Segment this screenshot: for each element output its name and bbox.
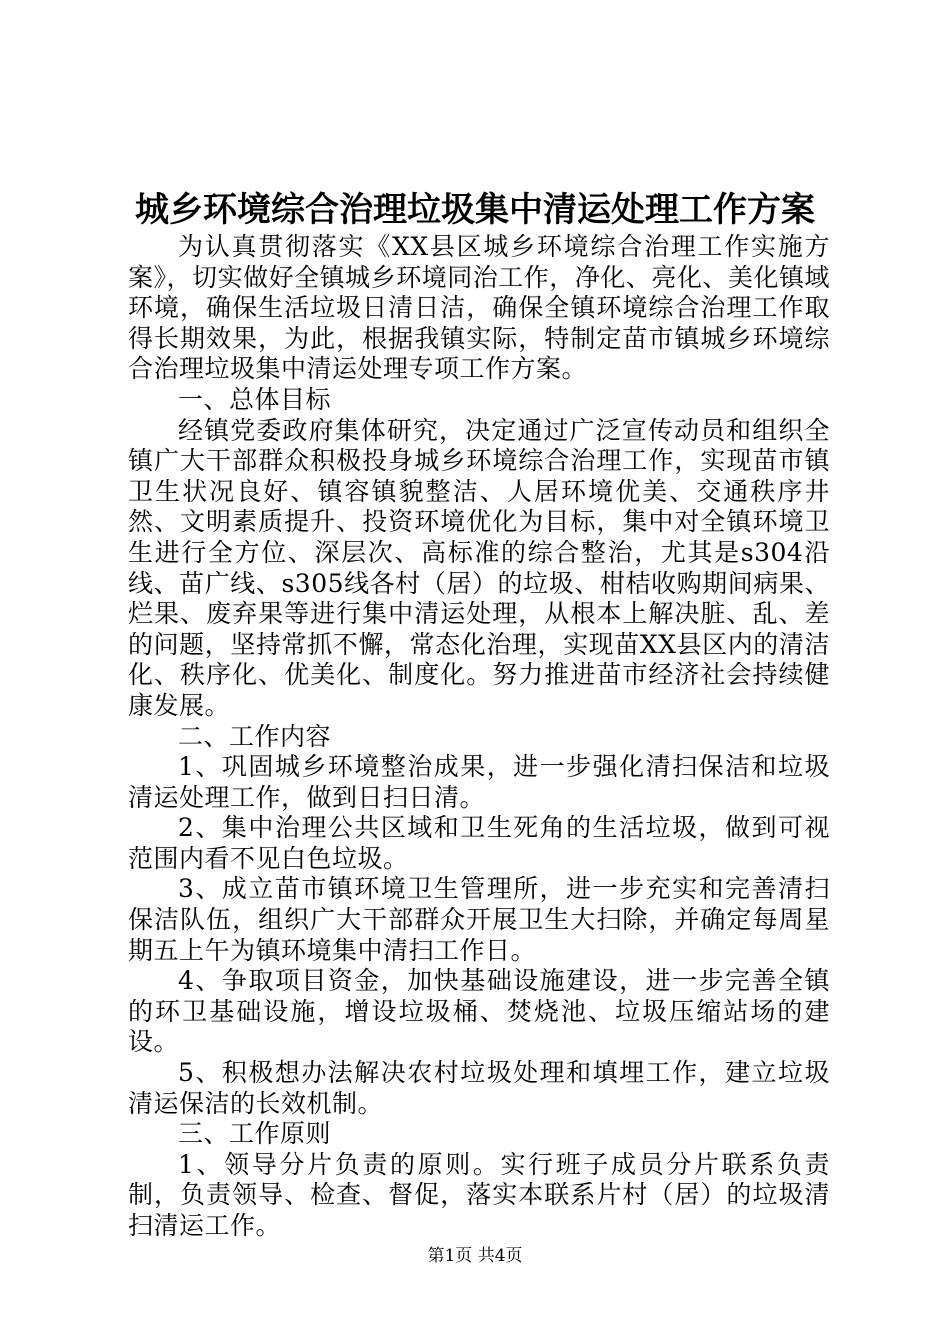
principle-item-1: 1、领导分片负责的原则。实行班子成员分片联系负责制，负责领导、检查、督促，落实本联系片村（居）的垃圾清扫清运工作。: [128, 1149, 830, 1240]
content-item-1: 1、巩固城乡环境整治成果，进一步强化清扫保洁和垃圾清运处理工作，做到日扫日清。: [128, 752, 830, 812]
content-item-5: 5、积极想办法解决农村垃圾处理和填埋工作，建立垃圾清运保洁的长效机制。: [128, 1058, 830, 1118]
page-footer: 第1页 共4页: [427, 1246, 523, 1266]
document-body: [128, 232, 830, 1242]
goals-paragraph: 经镇党委政府集体研究，决定通过广泛宣传动员和组织全镇广大干部群众积极投身城乡环境综合治理工作，实现苗市镇卫生状况良好、镇容镇貌整洁、人居环境优美、交通秩序井然、文明素质提升、投资环境优化为目标，集中对全镇环境卫生进行全方位、深层次、高标准的综合整治，尤其是s304沿线、苗广线、s305线各村（居）的垃圾、柑桔收购期间病果、烂果、废弃果等进行集中清运处理，从根本上解决脏、乱、差的问题，坚持常抓不懈，常态化治理，实现苗XX县区内的清洁化、秩序化、优美化、制度化。努力推进苗市经济社会持续健康发展。: [128, 415, 830, 720]
content-item-2: 2、集中治理公共区域和卫生死角的生活垃圾，做到可视范围内看不见白色垃圾。: [128, 813, 830, 873]
document-title: 城乡环境综合治理垃圾集中清运处理工作方案: [135, 190, 815, 230]
section-heading-content: 二、工作内容: [178, 721, 332, 751]
intro-paragraph: 为认真贯彻落实《XX县区城乡环境综合治理工作实施方案》，切实做好全镇城乡环境同治工作，净化、亮化、美化镇域环境，确保生活垃圾日清日洁，确保全镇环境综合治理工作取得长期效果，为此，根据我镇实际，特制定苗市镇城乡环境综合治理垃圾集中清运处理专项工作方案。: [128, 232, 830, 384]
section-heading-principles: 三、工作原则: [178, 1119, 332, 1149]
content-item-4: 4、争取项目资金，加快基础设施建设，进一步完善全镇的环卫基础设施，增设垃圾桶、焚烧池、垃圾压缩站场的建设。: [128, 966, 830, 1057]
content-item-3: 3、成立苗市镇环境卫生管理所，进一步充实和完善清扫保洁队伍，组织广大干部群众开展卫生大扫除，并确定每周星期五上午为镇环境集中清扫工作日。: [128, 874, 830, 965]
section-heading-goals: 一、总体目标: [178, 384, 332, 414]
